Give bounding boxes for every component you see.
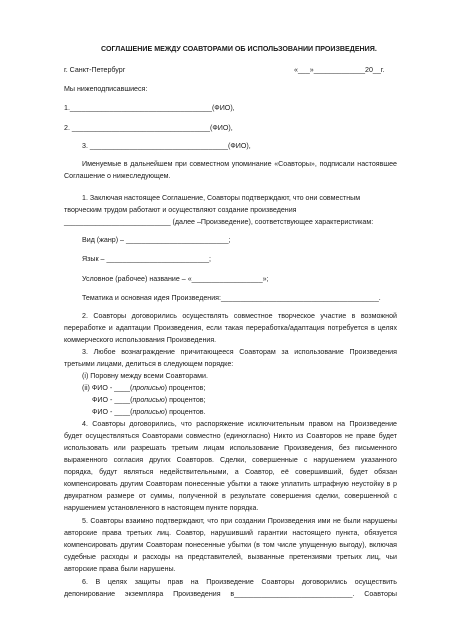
working-title-field: Условное (рабочее) название – «__________________»; [82, 275, 269, 283]
clause-4-line: порядка, будут являться недействительными, а Соавтор, её совершивший, будет обязан [64, 468, 397, 476]
share-line-text: ФИО - ____( [92, 396, 133, 404]
clause-1-line: ___________________________ (далее –Произведение), соответствующее характеристикам: [64, 218, 374, 226]
clause-4-line: компенсировать другим Соавторам понесенные убытки а также уплатить штрафную неустойку в р [64, 480, 397, 488]
party-3-line: 3. ___________________________________(ФИО), [82, 142, 251, 150]
share-line-italic: прописью [132, 408, 165, 416]
share-line-iii [64, 394, 397, 406]
clause-6-line: 6. В целях защиты прав на Произведение Соавторы договорились осуществить [82, 578, 397, 586]
share-line-italic: прописью [132, 396, 165, 404]
clause-3-line: третьими лицами, делиться в следующем порядке: [64, 360, 234, 368]
city: г. Санкт-Петербург [64, 66, 126, 74]
intro-paragraph [64, 158, 397, 182]
clause-5-line: 5. Соавторы взаимно подтверждают, что при создании Произведения ими не были нарушены [82, 517, 397, 525]
clause-4 [64, 418, 397, 514]
intro-line: Именуемые в дальнейшем при совместном упоминание «Соавторы», подписали настоявшее [82, 160, 397, 168]
share-line-text: ) процентов. [164, 408, 206, 416]
clause-4-line: 4. Соавторы договорились, что распоряжение исключительным правом на Произведение [82, 420, 397, 428]
share-line-iv [64, 406, 397, 418]
share-line-text: ФИО - ____( [92, 408, 133, 416]
clause-5 [64, 515, 397, 575]
clause-6-line: депонирование экземпляра Произведения в______________________________. Соавторы [64, 590, 397, 598]
date-field: «___»_____________20__г. [294, 66, 385, 74]
party-1-line: 1.____________________________________(ФИО), [64, 104, 235, 112]
clause-4-line: выраженного согласия других Соавторов. Сделки, совершенные с нарушением указанного [64, 456, 397, 464]
clause-5-line: судебные расходы и расходы на представителей, вызванные претензиями третьих лиц, чьи [64, 553, 397, 561]
clause-6 [64, 576, 397, 600]
clause-2 [64, 310, 397, 346]
clause-5-line: авторские права третьих лиц. Соавтор, нарушивший гарантии настоящего пункта, обязуется [64, 529, 397, 537]
intro-line: Соглашение о нижеследующем. [64, 172, 171, 180]
share-line-text: (ii) ФИО - ____( [82, 384, 133, 392]
clause-2-line: 2. Соавторы договорились осуществлять совместное творческое участие в возможной [82, 312, 397, 320]
undersigned-line: Мы нижеподписавшиеся: [64, 85, 148, 93]
clause-4-line: двукратном размере от суммы, полученной в результате совершения сделки, совершенной с [64, 492, 397, 500]
clause-1-line: 1. Заключая настоящее Соглашение, Соавторы подтверждают, что они совместным [82, 194, 361, 202]
clause-4-line: будет осуществляться Соавторами совместно (единогласно) Никто из Соавторов не праве будет [64, 432, 397, 440]
clause-5-line: компенсировать другим Соавторам понесенные убытки (в том числе упущенную выгоду), включая [64, 541, 397, 549]
document-title: СОГЛАШЕНИЕ МЕЖДУ СОАВТОРАМИ ОБ ИСПОЛЬЗОВАНИИ ПРОИЗВЕДЕНИЯ. [101, 45, 377, 53]
clause-4-line: нарушением установленного в настоящем пункте порядка. [64, 504, 259, 512]
clause-3 [64, 346, 397, 418]
theme-field: Тематика и основная идея Произведения:________________________________________. [82, 294, 381, 302]
clause-3-line: 3. Любое вознаграждение причитающееся Соавторам за использование Произведения [82, 348, 397, 356]
share-line-text: ) процентов; [164, 384, 206, 392]
clause-1 [64, 192, 397, 228]
clause-4-line: использовать или разрешать третьим лицам использование Произведения, без письменного [64, 444, 397, 452]
share-line-text: ) процентов; [164, 396, 206, 404]
clause-2-line: переработке и адаптации Произведения, если такая переработка/адаптация потребуется в целях [64, 324, 397, 332]
clause-1-line: творческим трудом работают и осуществляют создание произведения [64, 206, 297, 214]
genre-field: Вид (жанр) – __________________________; [82, 236, 231, 244]
language-field: Язык – __________________________; [82, 255, 212, 263]
party-2-line: 2. ___________________________________(ФИО), [64, 124, 233, 132]
clause-5-line: авторские права были нарушены. [64, 565, 176, 573]
share-line-ii [64, 382, 397, 394]
clause-2-line: коммерческого использования Произведения. [64, 336, 217, 344]
share-equal-line: (i) Поровну между всеми Соавторами. [82, 372, 208, 380]
share-line-italic: прописью [132, 384, 165, 392]
